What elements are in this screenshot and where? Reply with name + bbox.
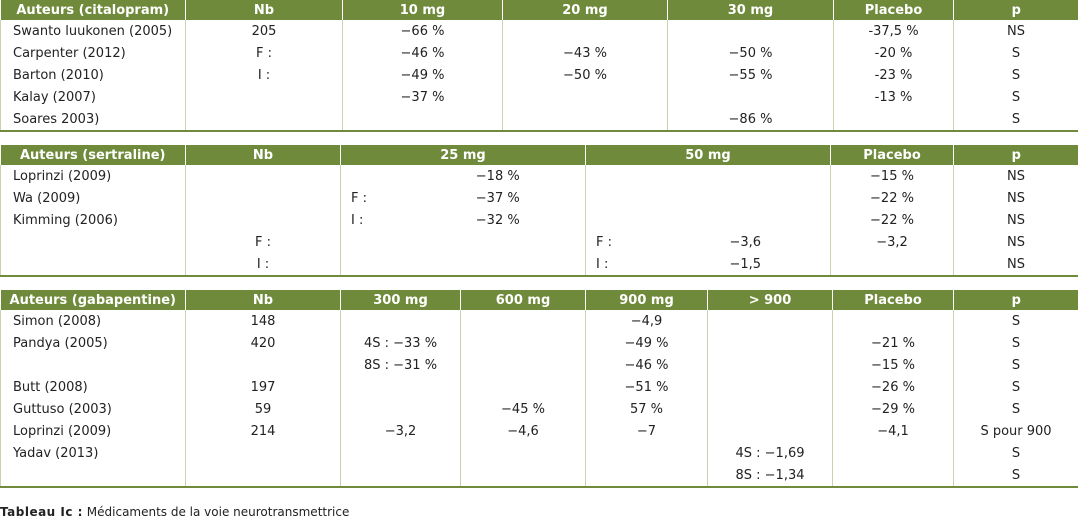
table-cell	[461, 442, 586, 464]
table-cell: −86 %	[668, 108, 834, 131]
table-cell: S pour 900	[954, 420, 1078, 442]
table-cell: -13 %	[834, 86, 954, 108]
caption-label: Tableau Ic :	[0, 505, 83, 519]
table-cell: −18 %	[411, 165, 586, 187]
table-row	[1, 187, 1078, 209]
table-cell: −3,2	[341, 420, 461, 442]
table-cell: −15 %	[831, 165, 954, 187]
table-cell: I :	[186, 253, 341, 276]
column-header: Auteurs (sertraline)	[1, 145, 186, 165]
table-cell: Loprinzi (2009)	[1, 165, 186, 187]
table-cell: S	[954, 376, 1078, 398]
table-cell	[341, 310, 461, 332]
table-cell	[708, 332, 833, 354]
table-row	[1, 108, 1078, 131]
table-row	[1, 354, 1078, 376]
column-header: p	[954, 145, 1078, 165]
table-cell: −22 %	[831, 209, 954, 231]
table-cell	[411, 253, 586, 276]
table-cell: −46 %	[586, 354, 708, 376]
table-row	[1, 464, 1078, 487]
table-cell: -20 %	[834, 42, 954, 64]
column-header: Nb	[186, 290, 341, 310]
table-cell	[834, 108, 954, 131]
table-cell	[343, 108, 503, 131]
column-header: 10 mg	[343, 0, 503, 20]
table-cell	[186, 108, 343, 131]
table-cell	[341, 376, 461, 398]
table-cell: S	[954, 108, 1078, 131]
table-row	[1, 310, 1078, 332]
table-cell: -37,5 %	[834, 20, 954, 42]
table-cell: Yadav (2013)	[1, 442, 186, 464]
table-cell: 4S : −1,69	[708, 442, 833, 464]
table-cell	[186, 209, 341, 231]
table-cell: −46 %	[343, 42, 503, 64]
column-header: Auteurs (citalopram)	[1, 0, 186, 20]
table-cell	[586, 442, 708, 464]
table-cell: I :	[186, 64, 343, 86]
table-cell	[708, 398, 833, 420]
table-row	[1, 442, 1078, 464]
table-cell	[461, 464, 586, 487]
column-header: 300 mg	[341, 290, 461, 310]
table-cell	[1, 354, 186, 376]
table-row	[1, 42, 1078, 64]
table-citalopram	[0, 0, 1078, 132]
header-row	[1, 0, 1078, 20]
table-cell: Barton (2010)	[1, 64, 186, 86]
table-cell: −1,5	[661, 253, 831, 276]
table-cell	[341, 231, 411, 253]
table-cell: NS	[954, 187, 1078, 209]
header-row	[1, 145, 1078, 165]
table-cell	[1, 231, 186, 253]
table-cell	[503, 86, 668, 108]
column-header: Placebo	[834, 0, 954, 20]
table-cell	[1, 253, 186, 276]
table-cell	[833, 464, 954, 487]
table-cell: S	[954, 310, 1078, 332]
table-cell: Carpenter (2012)	[1, 42, 186, 64]
table-cell	[186, 187, 341, 209]
table-row	[1, 332, 1078, 354]
table-row	[1, 398, 1078, 420]
column-header: Placebo	[831, 145, 954, 165]
table-cell: −26 %	[833, 376, 954, 398]
table-cell	[341, 442, 461, 464]
table-cell: −3,6	[661, 231, 831, 253]
table-cell: Kalay (2007)	[1, 86, 186, 108]
table-row	[1, 253, 1078, 276]
table-cell	[833, 442, 954, 464]
table-cell: −3,2	[831, 231, 954, 253]
table-cell	[411, 231, 586, 253]
table-row	[1, 20, 1078, 42]
table-cell: Loprinzi (2009)	[1, 420, 186, 442]
table-cell: Butt (2008)	[1, 376, 186, 398]
table-cell: −45 %	[461, 398, 586, 420]
table-gabapentine	[0, 290, 1078, 488]
table-cell: S	[954, 398, 1078, 420]
column-header: Placebo	[833, 290, 954, 310]
table-cell	[661, 209, 831, 231]
table-cell	[708, 420, 833, 442]
table-cell: Guttuso (2003)	[1, 398, 186, 420]
table-cell: −51 %	[586, 376, 708, 398]
table-row	[1, 165, 1078, 187]
table-cell: Simon (2008)	[1, 310, 186, 332]
table-cell: NS	[954, 20, 1078, 42]
table-cell	[503, 20, 668, 42]
table-cell	[833, 310, 954, 332]
table-cell: 197	[186, 376, 341, 398]
table-cell: −22 %	[831, 187, 954, 209]
table-cell	[1, 464, 186, 487]
table-cell: F :	[186, 231, 341, 253]
table-cell	[186, 86, 343, 108]
table-cell: F :	[586, 231, 661, 253]
column-header: p	[954, 0, 1078, 20]
table-cell: Soares 2003)	[1, 108, 186, 131]
table-cell: −21 %	[833, 332, 954, 354]
table-cell	[586, 165, 661, 187]
table-cell: Wa (2009)	[1, 187, 186, 209]
table-cell: F :	[341, 187, 411, 209]
column-header: Nb	[186, 0, 343, 20]
table-cell: S	[954, 332, 1078, 354]
table-cell: −4,9	[586, 310, 708, 332]
table-cell: −66 %	[343, 20, 503, 42]
table-cell: −50 %	[503, 64, 668, 86]
table-cell: NS	[954, 165, 1078, 187]
table-cell: −37 %	[343, 86, 503, 108]
table-cell: Kimming (2006)	[1, 209, 186, 231]
column-header: 600 mg	[461, 290, 586, 310]
column-header: 20 mg	[503, 0, 668, 20]
table-cell: −4,1	[833, 420, 954, 442]
table-cell	[341, 165, 411, 187]
table-cell	[461, 354, 586, 376]
column-header: 25 mg	[341, 145, 586, 165]
table-cell	[186, 354, 341, 376]
table-cell	[461, 310, 586, 332]
table-cell: 59	[186, 398, 341, 420]
table-cell: NS	[954, 209, 1078, 231]
table-row	[1, 420, 1078, 442]
table-cell	[708, 310, 833, 332]
column-header: > 900	[708, 290, 833, 310]
table-sertraline	[0, 145, 1078, 277]
table-cell: −32 %	[411, 209, 586, 231]
table-cell: -23 %	[834, 64, 954, 86]
table-cell	[461, 332, 586, 354]
table-cell	[341, 253, 411, 276]
column-header: Auteurs (gabapentine)	[1, 290, 186, 310]
table-cell	[186, 464, 341, 487]
table-cell: −55 %	[668, 64, 834, 86]
table-cell: −49 %	[586, 332, 708, 354]
table-cell	[503, 108, 668, 131]
table-cell: I :	[341, 209, 411, 231]
table-cell: −43 %	[503, 42, 668, 64]
table-cell: S	[954, 86, 1078, 108]
table-row	[1, 209, 1078, 231]
table-cell	[708, 376, 833, 398]
column-header: p	[954, 290, 1078, 310]
table-cell	[586, 209, 661, 231]
table-cell: 420	[186, 332, 341, 354]
table-cell	[586, 464, 708, 487]
table-cell: −37 %	[411, 187, 586, 209]
table-cell: Swanto luukonen (2005)	[1, 20, 186, 42]
table-cell	[708, 354, 833, 376]
table-cell	[186, 442, 341, 464]
table-cell	[661, 165, 831, 187]
column-header: Nb	[186, 145, 341, 165]
table-cell: 205	[186, 20, 343, 42]
table-cell: S	[954, 354, 1078, 376]
caption-text: Médicaments de la voie neurotransmettrice	[87, 505, 350, 519]
table-cell	[668, 86, 834, 108]
table-cell: −49 %	[343, 64, 503, 86]
table-cell: S	[954, 64, 1078, 86]
table-cell	[186, 165, 341, 187]
table-cell: NS	[954, 231, 1078, 253]
table-cell: S	[954, 464, 1078, 487]
table-cell	[461, 376, 586, 398]
table-row	[1, 231, 1078, 253]
column-header: 30 mg	[668, 0, 834, 20]
table-row	[1, 376, 1078, 398]
table-cell: −50 %	[668, 42, 834, 64]
table-cell: −29 %	[833, 398, 954, 420]
table-cell	[341, 464, 461, 487]
table-row	[1, 86, 1078, 108]
table-cell: 214	[186, 420, 341, 442]
table-cell: F :	[186, 42, 343, 64]
table-cell: Pandya (2005)	[1, 332, 186, 354]
table-cell: −15 %	[833, 354, 954, 376]
column-header: 900 mg	[586, 290, 708, 310]
table-cell	[341, 398, 461, 420]
table-cell: 4S : −33 %	[341, 332, 461, 354]
table-cell: −4,6	[461, 420, 586, 442]
header-row	[1, 290, 1078, 310]
table-caption	[0, 505, 349, 519]
table-cell: S	[954, 42, 1078, 64]
table-row	[1, 64, 1078, 86]
table-cell: NS	[954, 253, 1078, 276]
table-cell	[831, 253, 954, 276]
table-cell	[586, 187, 661, 209]
column-header: 50 mg	[586, 145, 831, 165]
table-cell: 57 %	[586, 398, 708, 420]
table-cell: 8S : −31 %	[341, 354, 461, 376]
table-cell: S	[954, 442, 1078, 464]
table-cell: 148	[186, 310, 341, 332]
table-cell: −7	[586, 420, 708, 442]
table-cell	[668, 20, 834, 42]
table-cell	[661, 187, 831, 209]
table-cell: I :	[586, 253, 661, 276]
table-cell: 8S : −1,34	[708, 464, 833, 487]
